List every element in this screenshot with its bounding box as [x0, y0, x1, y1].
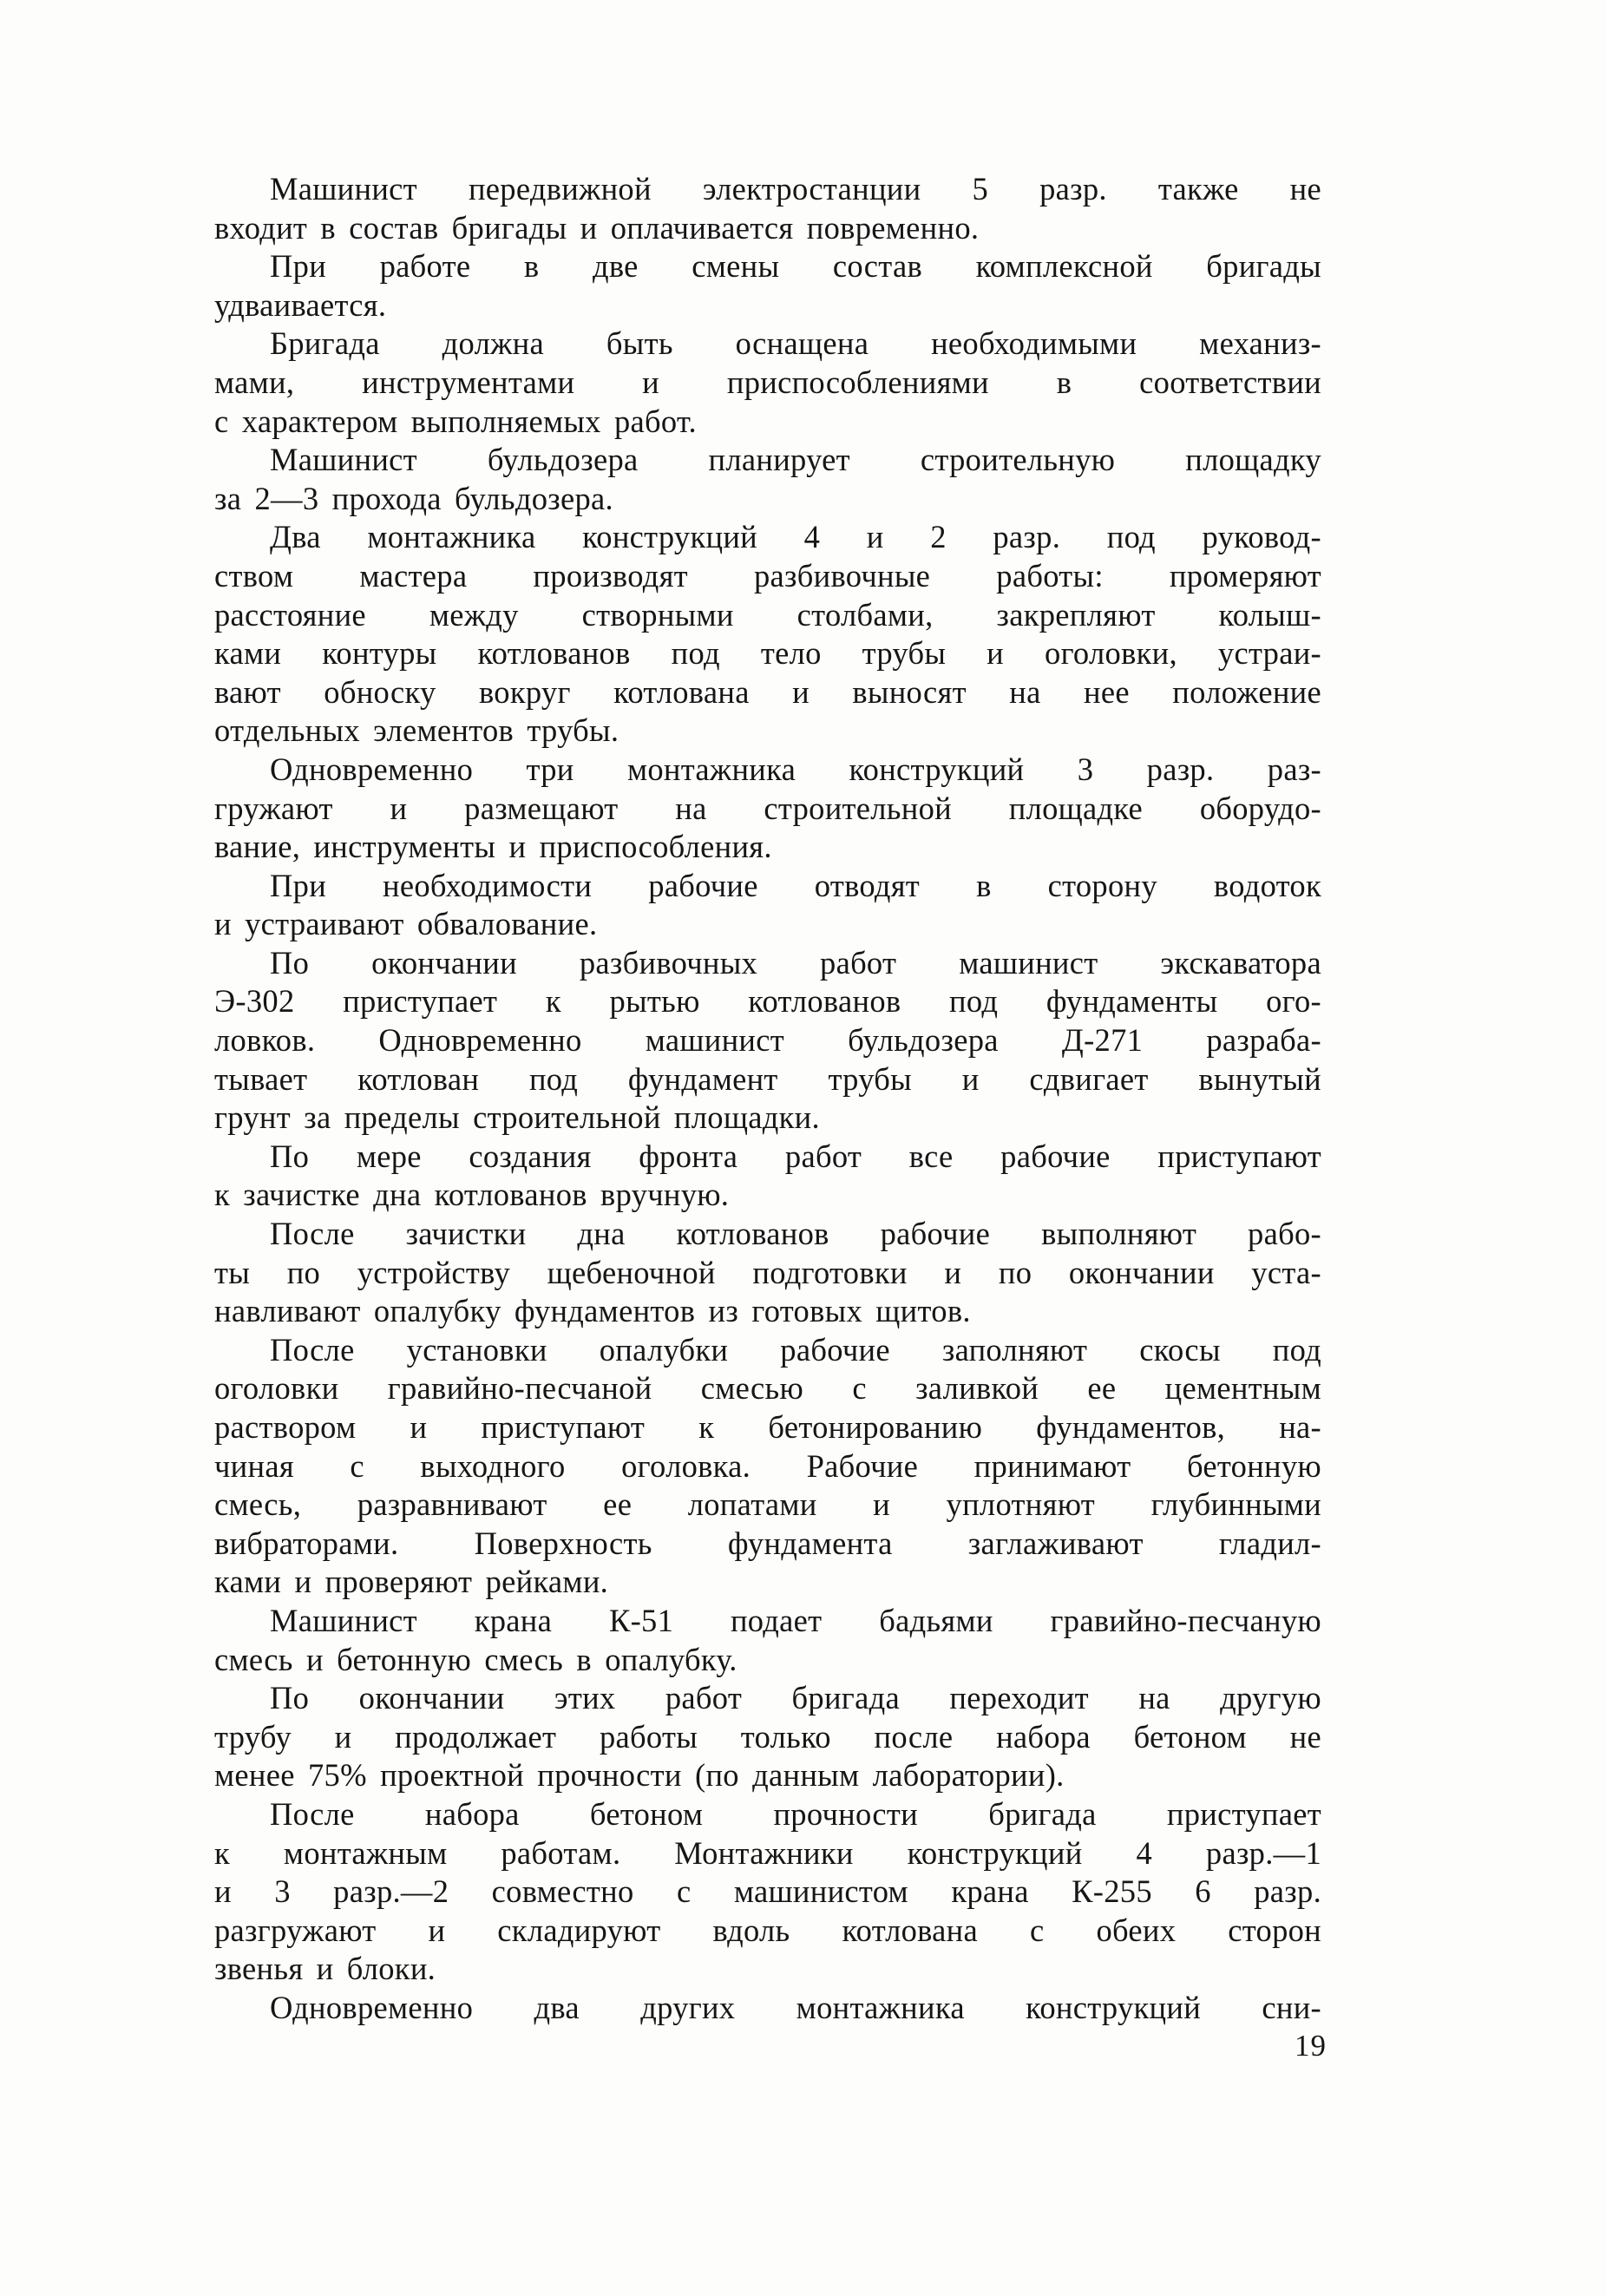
- text-line: Машинист крана К-51 подает бадьями гравийно-песчаную: [270, 1602, 1321, 1638]
- text-line: к зачистке дна котлованов вручную.: [214, 1177, 730, 1213]
- text-line: грунт за пределы строительной площадки.: [214, 1099, 820, 1136]
- text-line: гружают и размещают на строительной площадке оборудо-: [214, 790, 1321, 826]
- text-line: смесь и бетонную смесь в опалубку.: [214, 1641, 737, 1677]
- text-line: чиная с выходного оголовка. Рабочие принимают бетонную: [214, 1447, 1321, 1484]
- text-line: навливают опалубку фундаментов из готовых щитов.: [214, 1293, 971, 1329]
- text-line: входит в состав бригады и оплачивается повременно.: [214, 209, 980, 246]
- text-line: за 2—3 прохода бульдозера.: [214, 480, 613, 516]
- text-line: отдельных элементов трубы.: [214, 712, 619, 749]
- text-line: ты по устройству щебеночной подготовки и по окончании уста-: [214, 1254, 1321, 1290]
- text-line: оголовки гравийно-песчаной смесью с заливкой ее цементным: [214, 1370, 1321, 1407]
- text-line: Машинист передвижной электростанции 5 разр. также не: [270, 171, 1321, 207]
- text-line: вают обноску вокруг котлована и выносят на нее положение: [214, 673, 1321, 710]
- text-line: удваивается.: [214, 286, 387, 323]
- text-line: Э-302 приступает к рытью котлованов под фундаменты ого-: [214, 983, 1321, 1020]
- text-line: вибраторами. Поверхность фундамента заглаживают гладил-: [214, 1525, 1321, 1561]
- text-line: При необходимости рабочие отводят в сторону водоток: [270, 867, 1321, 903]
- text-line: менее 75% проектной прочности (по данным лаборатории).: [214, 1757, 1065, 1794]
- text-line: По мере создания фронта работ все рабочие приступают: [270, 1138, 1321, 1174]
- text-line: Одновременно два других монтажника конструкций сни-: [270, 1989, 1321, 2025]
- text-line: Одновременно три монтажника конструкций 3 разр. раз-: [270, 751, 1321, 787]
- text-line: и 3 разр.—2 совместно с машинистом крана К-255 6 разр.: [214, 1873, 1321, 1910]
- text-line: вание, инструменты и приспособления.: [214, 829, 772, 865]
- text-line: разгружают и складируют вдоль котлована с обеих сторон: [214, 1912, 1321, 1948]
- text-line: ками контуры котлованов под тело трубы и оголовки, устраи-: [214, 635, 1321, 672]
- text-line: ством мастера производят разбивочные работы: промеряют: [214, 557, 1321, 594]
- text-line: трубу и продолжает работы только после набора бетоном не: [214, 1718, 1321, 1755]
- text-line: При работе в две смены состав комплексной бригады: [270, 248, 1321, 285]
- text-line: смесь, разравнивают ее лопатами и уплотняют глубинными: [214, 1486, 1321, 1523]
- text-line: расстояние между створными столбами, закрепляют колыш-: [214, 596, 1321, 633]
- text-line: звенья и блоки.: [214, 1951, 436, 1987]
- text-line: После установки опалубки рабочие заполняют скосы под: [270, 1331, 1321, 1368]
- text-line: Машинист бульдозера планирует строительную площадку: [270, 442, 1321, 478]
- text-line: Бригада должна быть оснащена необходимыми механиз-: [270, 325, 1321, 362]
- text-line: После набора бетоном прочности бригада приступает: [270, 1795, 1321, 1832]
- text-line: После зачистки дна котлованов рабочие выполняют рабо-: [270, 1216, 1321, 1252]
- text-line: ками и проверяют рейками.: [214, 1564, 609, 1600]
- page-number: 19: [1295, 2029, 1327, 2063]
- text-line: тывает котлован под фундамент трубы и сдвигает вынутый: [214, 1060, 1321, 1097]
- text-line: По окончании разбивочных работ машинист экскаватора: [270, 944, 1321, 981]
- text-line: и устраивают обвалование.: [214, 906, 598, 942]
- text-line: к монтажным работам. Монтажники конструкций 4 разр.—1: [214, 1834, 1321, 1871]
- text-line: раствором и приступают к бетонированию фундаментов, на-: [214, 1409, 1321, 1445]
- text-line: По окончании этих работ бригада переходит на другую: [270, 1680, 1321, 1716]
- text-line: ловков. Одновременно машинист бульдозера Д-271 разраба-: [214, 1022, 1321, 1059]
- text-line: мами, инструментами и приспособлениями в соответствии: [214, 364, 1321, 400]
- text-line: Два монтажника конструкций 4 и 2 разр. под руковод-: [270, 519, 1321, 555]
- text-line: с характером выполняемых работ.: [214, 403, 697, 439]
- text-block: [214, 170, 1321, 2028]
